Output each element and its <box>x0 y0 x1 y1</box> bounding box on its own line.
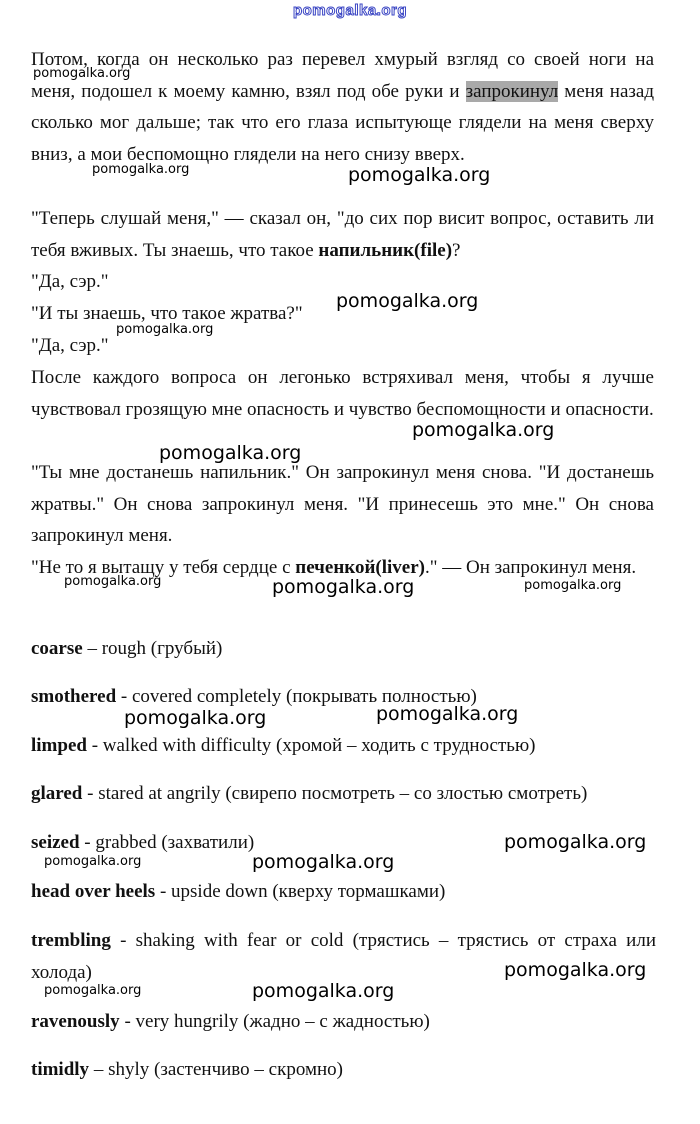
vocab-definition: walked with difficulty (хромой – ходить с трудностью) <box>102 735 536 756</box>
watermark: pomogalka.org <box>348 164 491 186</box>
vocab-definition: stared at angrily (свирепо посмотреть – со злостью смотреть) <box>98 783 588 804</box>
vocab-term: trembling <box>31 930 111 951</box>
vocab-definition: covered completely (покрывать полностью) <box>131 686 477 707</box>
watermark: pomogalka.org <box>272 576 415 598</box>
vocab-term: seized <box>31 832 80 853</box>
highlighted-word: запрокинул <box>465 80 559 102</box>
vocab-item: smothered - covered completely (покрывать полностью) <box>31 686 477 707</box>
watermark: pomogalka.org <box>124 707 267 729</box>
watermark: pomogalka.org <box>33 66 131 81</box>
watermark: pomogalka.org <box>116 322 214 337</box>
vocab-definition: shaking with fear or cold (трястись – трястись от страха или холода) <box>31 930 657 983</box>
vocab-item: timidly – shyly (застенчиво – скромно) <box>31 1059 343 1080</box>
vocab-term: timidly <box>31 1059 90 1080</box>
watermark: pomogalka.org <box>376 703 519 725</box>
vocab-item: limped - walked with difficulty (хромой – ходить с трудностью) <box>31 735 536 756</box>
watermark: pomogalka.org <box>44 854 142 869</box>
watermark: pomogalka.org <box>504 831 647 853</box>
vocab-item: ravenously - very hungrily (жадно – с жадностью) <box>31 1011 430 1032</box>
watermark: pomogalka.org <box>252 980 395 1002</box>
vocab-item: coarse – rough (грубый) <box>31 638 223 659</box>
site-header-watermark: pomogalka.org <box>292 2 407 19</box>
vocab-term: coarse <box>31 638 83 659</box>
story-paragraph-1: Потом, когда он несколько раз перевел хмурый взгляд со своей ноги на меня, подошел к моему камню, взял под обе руки и запрокинул меня назад сколько мог дальше; так что его глаза испытующе глядели на меня сверху вниз, а мои беспомощно глядели на него снизу вверх. <box>31 49 654 165</box>
watermark: pomogalka.org <box>92 162 190 177</box>
vocab-term: glared <box>31 783 83 804</box>
vocab-term: head over heels <box>31 881 156 902</box>
watermark: pomogalka.org <box>252 851 395 873</box>
watermark: pomogalka.org <box>504 959 647 981</box>
vocab-term: smothered <box>31 686 117 707</box>
vocab-inline-file: напильник(file) <box>318 239 453 261</box>
story-paragraph-5: "Да, сэр." <box>31 335 109 356</box>
vocab-item: glared - stared at angrily (свирепо посмотреть – со злостью смотреть) <box>31 783 588 804</box>
vocab-definition: rough (грубый) <box>101 638 223 659</box>
watermark: pomogalka.org <box>64 574 162 589</box>
vocab-inline-liver: печенкой(liver) <box>295 557 425 578</box>
story-paragraph-6: После каждого вопроса он легонько встряхивал меня, чтобы я лучше чувствовал грозящую мне опасность и чувство беспомощности и опасности. <box>31 367 654 420</box>
watermark: pomogalka.org <box>159 442 302 464</box>
vocab-definition: grabbed (захватили) <box>95 832 255 853</box>
vocab-item: seized - grabbed (захватили) <box>31 832 255 853</box>
vocab-definition: very hungrily (жадно – с жадностью) <box>135 1011 430 1032</box>
watermark: pomogalka.org <box>412 419 555 441</box>
story-paragraph-2: "Теперь слушай меня," — сказал он, "до сих пор висит вопрос, оставить ли тебя вживых. Ты знаешь, что такое напильник(file)? <box>31 208 654 261</box>
vocab-definition: shyly (застенчиво – скромно) <box>108 1059 343 1080</box>
vocab-term: limped <box>31 735 87 756</box>
vocab-term: ravenously <box>31 1011 120 1032</box>
vocab-item: trembling - shaking with fear or cold (трястись – трястись от страха или холода) <box>31 930 657 983</box>
story-paragraph-8: "Не то я вытащу у тебя сердце с печенкой(liver)." — Он запрокинул меня. <box>31 557 637 578</box>
vocab-definition: upside down (кверху тормашками) <box>171 881 446 902</box>
story-paragraph-7: "Ты мне достанешь напильник." Он запрокинул меня снова. "И достанешь жратвы." Он снова запрокинул меня. "И принесешь это мне." Он снова запрокинул меня. <box>31 462 654 546</box>
watermark: pomogalka.org <box>524 578 622 593</box>
story-paragraph-4: "И ты знаешь, что такое жратва?" <box>31 303 303 324</box>
story-paragraph-3: "Да, сэр." <box>31 271 109 292</box>
watermark: pomogalka.org <box>44 983 142 998</box>
vocab-item: head over heels - upside down (кверху тормашками) <box>31 881 446 902</box>
watermark: pomogalka.org <box>336 290 479 312</box>
